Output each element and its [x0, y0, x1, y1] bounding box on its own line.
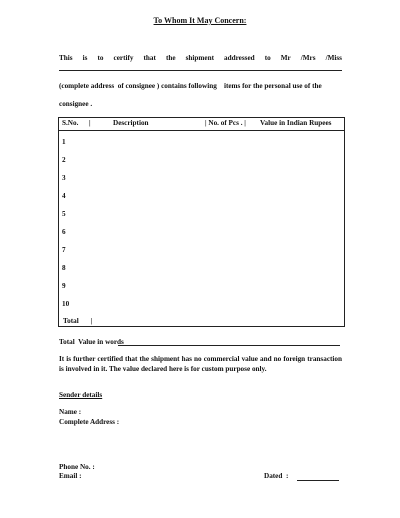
certify-word: that — [143, 54, 156, 62]
certify-word: to — [97, 54, 104, 62]
header-sno: S.No. — [62, 119, 79, 127]
total-separator: | — [90, 317, 93, 325]
table-row-number: 7 — [62, 246, 66, 254]
dated-line — [297, 480, 339, 481]
consignee-end-text: consignee . — [59, 100, 93, 108]
sender-details-heading: Sender details — [59, 391, 103, 399]
certify-word: certify — [113, 54, 134, 62]
certify-word: to — [264, 54, 271, 62]
table-row-number: 10 — [62, 300, 70, 308]
certification-paragraph: It is further certified that the shipment has no commercial value and no foreign transaction is involved in it. The value declared here is for custom purpose only. — [59, 355, 342, 373]
table-row-number: 4 — [62, 192, 66, 200]
table-header — [59, 118, 344, 131]
header-separator: | — [89, 119, 91, 127]
certify-word: Mr — [280, 54, 291, 62]
sender-address-label: Complete Address : — [59, 418, 120, 426]
sender-email-label: Email : — [59, 472, 82, 480]
dated-label: Dated : — [264, 472, 289, 480]
table-row-number: 1 — [62, 138, 66, 146]
certify-word: the — [165, 54, 176, 62]
header-description: Description — [113, 119, 149, 127]
sender-phone-label: Phone No. : — [59, 463, 95, 471]
table-total-row — [63, 317, 92, 325]
certify-word: shipment — [185, 54, 214, 62]
total-value-words-line — [118, 345, 340, 346]
items-table — [58, 117, 345, 327]
total-value-words-label: Total Value in words — [59, 338, 124, 346]
table-row-number: 2 — [62, 156, 66, 164]
header-pieces: | No. of Pcs . | — [205, 119, 246, 127]
table-row-number: 9 — [62, 282, 66, 290]
sender-name-label: Name : — [59, 408, 82, 416]
certify-word: addressed — [224, 54, 255, 62]
header-value: Value in Indian Rupees — [260, 119, 332, 127]
table-row-number: 6 — [62, 228, 66, 236]
certify-line — [59, 54, 342, 62]
table-row-number: 8 — [62, 264, 66, 272]
certify-word: This — [59, 54, 73, 62]
total-label: Total — [63, 317, 79, 325]
table-row-number: 3 — [62, 174, 66, 182]
document-title: To Whom It May Concern: — [153, 16, 247, 25]
certify-word: /Mrs — [300, 54, 316, 62]
consignee-address-line: (complete address of consignee ) contains following items for the personal use of the — [59, 82, 322, 90]
certify-word: /Miss — [325, 54, 342, 62]
certify-word: is — [82, 54, 88, 62]
table-row-number: 5 — [62, 210, 66, 218]
address-underline — [59, 70, 342, 71]
